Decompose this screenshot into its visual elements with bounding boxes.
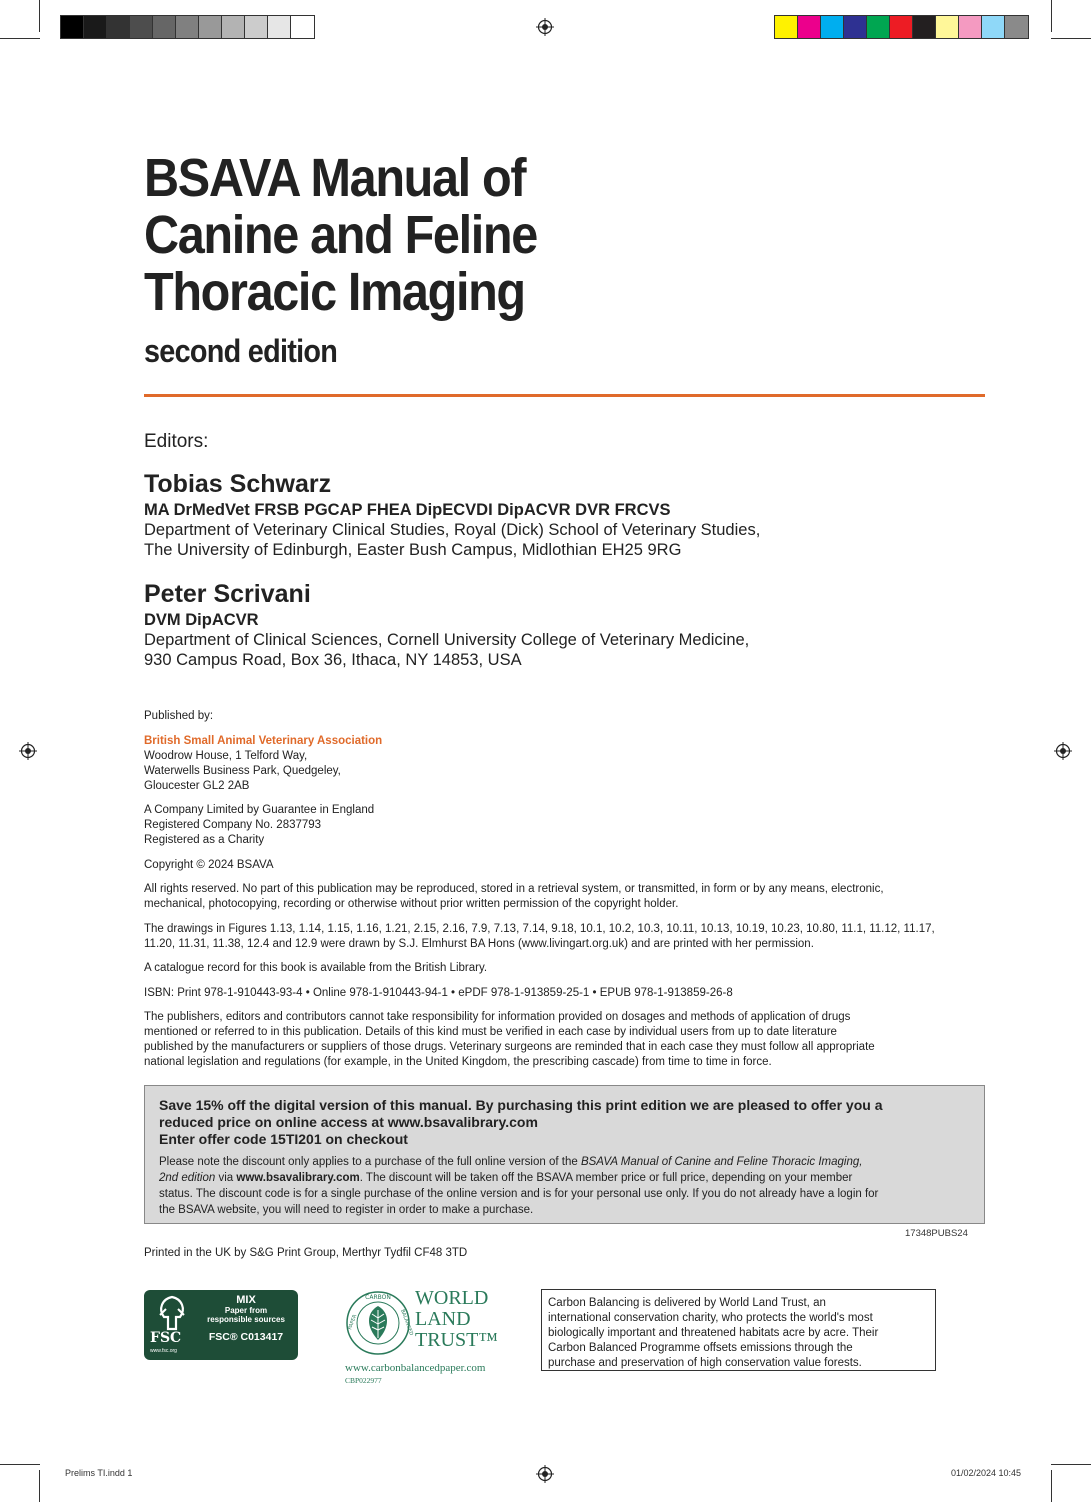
ring-text-left: PAPER [347, 1313, 359, 1331]
fsc-wordmark: FSC [150, 1330, 182, 1346]
edition-label: second edition [144, 333, 338, 369]
color-swatch [176, 16, 199, 38]
disclaimer: The publishers, editors and contributors cannot take responsibility for information provided on dosages and methods of application of drugs mentioned or referred to in this publication. Details of this kind must be verified in each case by individual users from up to date literature published by the manufacturers or suppliers of those drugs. Veterinary surgeons are reminded that in each case they must follow all appropriate national legislation and regulations (for example, in the United Kingdom, the prescribing cascade) from time to time in force. [144, 1011, 875, 1068]
fsc-logo [144, 1290, 298, 1360]
color-swatch [798, 16, 821, 38]
color-swatch [61, 16, 84, 38]
publisher-name: British Small Animal Veterinary Association [144, 735, 383, 747]
carbon-balancing-note: Carbon Balancing is delivered by World Land Trust, an international conservation charity, who protects the world's most biologically important and threatened habitats acre by acre. Their Carbon Balanced Programme offsets emissions through the purchase and preservation of high conservation value forests. [541, 1289, 936, 1371]
registration-mark-icon [19, 742, 37, 760]
registration-mark-icon [536, 1465, 554, 1483]
title-line: BSAVA Manual of [144, 148, 526, 208]
color-swatch [913, 16, 936, 38]
fsc-tree-icon [152, 1295, 192, 1331]
registration-mark-icon [1054, 742, 1072, 760]
fsc-url: www.fsc.org [150, 1348, 177, 1354]
color-swatch [1005, 16, 1028, 38]
digital-offer-box [144, 1085, 985, 1224]
title-line: Canine and Feline [144, 205, 537, 265]
ring-text-right: BALANCED [399, 1308, 415, 1337]
registration-mark-icon [536, 18, 554, 36]
file-slug: Prelims TI.indd 1 [65, 1468, 133, 1478]
title-line: Thoracic Imaging [144, 262, 525, 322]
copyright-line: Copyright © 2024 BSAVA [144, 859, 274, 871]
color-swatch [867, 16, 890, 38]
offer-reference-code: 17348PUBS24 [905, 1228, 968, 1239]
published-by-label: Published by: [144, 710, 214, 722]
world-land-trust-logo [345, 1288, 505, 1388]
drawings-credit: The drawings in Figures 1.13, 1.14, 1.15, 1.16, 1.21, 2.15, 2.16, 7.9, 7.13, 7.14, 9.18, 10.1, 10.2, 10.3, 10.11, 10.13, 10.19, 10.23, 10.80, 11.1, 11.12, 11.17, 11.20, 11.31, 11.38, 12.4 and 12.9 were drawn by S.J. Elmhurst BA Hons (www.livingart.org.uk) and are printed with her permission. [144, 923, 935, 950]
rights-statement: All rights reserved. No part of this publication may be reproduced, stored in a retrieval system, or transmitted, in form or by any means, electronic, mechanical, photocopying, recording or otherwise without prior written permission of the copyright holder. [144, 883, 884, 910]
book-title [144, 150, 900, 321]
color-swatch [268, 16, 291, 38]
color-swatch [245, 16, 268, 38]
offer-heading: Save 15% off the digital version of this manual. By purchasing this print edition we are pleased to offer you a reduced price on online access at www.bsavalibrary.com Enter offer code 15TI201 on checkout [159, 1097, 883, 1147]
catalogue-note: A catalogue record for this book is available from the British Library. [144, 962, 488, 974]
editor-address: Department of Clinical Sciences, Cornell University College of Veterinary Medicine, 930 Campus Road, Box 36, Ithaca, NY 14853, USA [144, 631, 750, 669]
carbon-balanced-url: www.carbonbalancedpaper.com [345, 1362, 486, 1374]
color-swatch [153, 16, 176, 38]
color-swatch [821, 16, 844, 38]
editor-qualifications: DVM DipACVR [144, 611, 259, 629]
color-swatch [222, 16, 245, 38]
ring-text-top: CARBON [365, 1294, 391, 1301]
process-color-bar [774, 15, 1029, 39]
color-swatch [291, 16, 314, 38]
color-swatch [199, 16, 222, 38]
offer-terms: Please note the discount only applies to a purchase of the full online version of the BSAVA Manual of Canine and Feline Thoracic Imaging, 2nd edition via www.bsavalibrary.com. The discount will be taken off the BSAVA member price or full price, depending on your member status. The discount code is for a single purchase of the online version and is for your personal use only. If you do not already have a login for the BSAVA website, you will need to register in order to make a purchase. [159, 1156, 879, 1216]
editors-heading: Editors: [144, 431, 209, 452]
orange-divider [144, 394, 985, 397]
isbn-line: ISBN: Print 978-1-910443-93-4 • Online 978-1-910443-94-1 • ePDF 978-1-913859-25-1 • EPUB 978-1-913859-26-8 [144, 987, 733, 999]
editor-name: Peter Scrivani [144, 580, 311, 608]
editor-block [144, 470, 760, 560]
date-slug: 01/02/2024 10:45 [951, 1468, 1022, 1478]
color-swatch [982, 16, 1005, 38]
gray-color-bar [60, 15, 315, 39]
editor-name: Tobias Schwarz [144, 470, 332, 498]
printer-line: Printed in the UK by S&G Print Group, Merthyr Tydfil CF48 3TD [144, 1247, 468, 1259]
editor-qualifications: MA DrMedVet FRSB PGCAP FHEA DipECVDI DipACVR DVR FRCVS [144, 501, 671, 519]
carbon-balanced-code: CBP022977 [345, 1376, 382, 1385]
color-swatch [959, 16, 982, 38]
color-swatch [130, 16, 153, 38]
wlt-wordmark: WORLD LAND TRUST™ [415, 1287, 498, 1351]
color-swatch [844, 16, 867, 38]
carbon-balanced-leaf-icon [345, 1290, 415, 1356]
color-swatch [775, 16, 798, 38]
color-swatch [107, 16, 130, 38]
color-swatch [84, 16, 107, 38]
company-info: A Company Limited by Guarantee in England Registered Company No. 2837793 Registered as a Charity [144, 804, 375, 846]
color-swatch [936, 16, 959, 38]
color-swatch [890, 16, 913, 38]
editor-block [144, 580, 749, 670]
bsava-library-link[interactable]: www.bsavalibrary.com [236, 1172, 360, 1184]
editor-address: Department of Veterinary Clinical Studies, Royal (Dick) School of Veterinary Studies, The University of Edinburgh, Easter Bush Campus, Midlothian EH25 9RG [144, 521, 761, 559]
fsc-text: MIX Paper from responsible sources FSC® C013417 [207, 1294, 285, 1343]
publisher-block: British Small Animal Veterinary Association Woodrow House, 1 Telford Way, Waterwells Business Park, Quedgeley, Gloucester GL2 2AB [144, 735, 383, 792]
